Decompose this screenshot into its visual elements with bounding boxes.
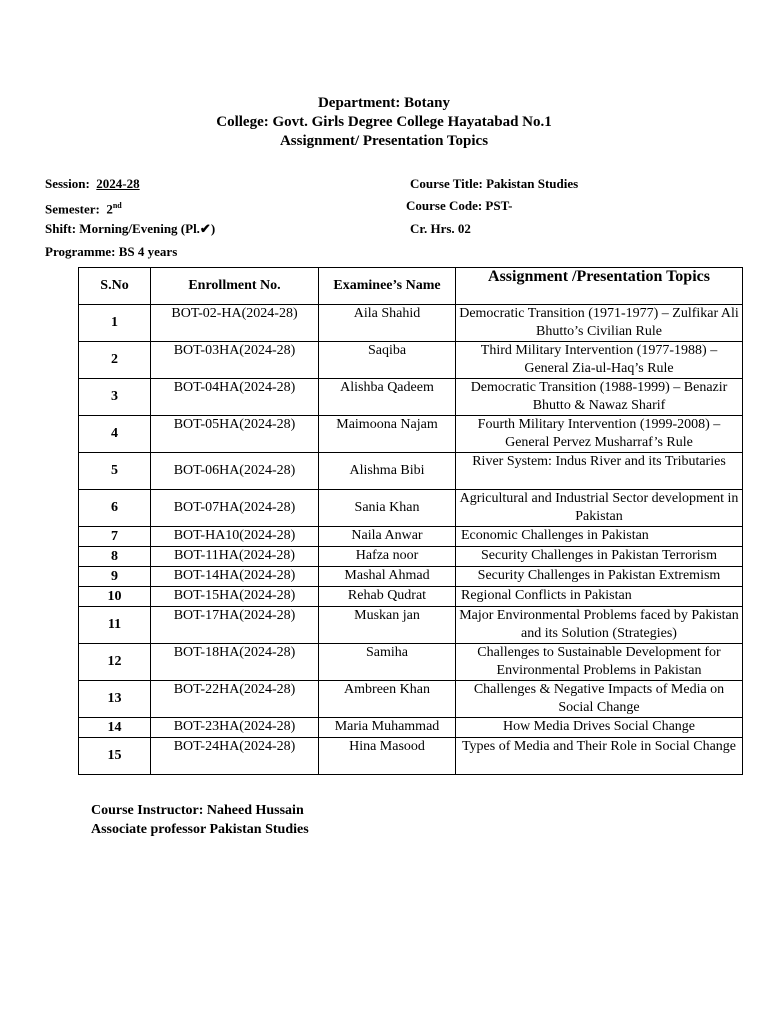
cell-sno: 6 — [79, 490, 151, 527]
cell-topic: Democratic Transition (1988-1999) – Benazir Bhutto & Nawaz Sharif — [456, 379, 743, 416]
cell-name: Hafza noor — [319, 547, 456, 567]
document-header — [0, 94, 768, 151]
cell-enrollment: BOT-15HA(2024-28) — [151, 587, 319, 607]
cell-name: Maria Muhammad — [319, 718, 456, 738]
cell-sno: 3 — [79, 379, 151, 416]
cell-topic: Challenges to Sustainable Development for Environmental Problems in Pakistan — [456, 644, 743, 681]
cell-name: Saqiba — [319, 342, 456, 379]
cell-enrollment: BOT-04HA(2024-28) — [151, 379, 319, 416]
course-title-field: Course Title: Pakistan Studies — [410, 176, 579, 191]
table-row — [79, 527, 743, 547]
cell-name: Muskan jan — [319, 607, 456, 644]
college-title: College: Govt. Girls Degree College Hayatabad No.1 — [216, 114, 552, 130]
semester-value: 2 — [106, 201, 113, 217]
cell-topic: Agricultural and Industrial Sector development in Pakistan — [456, 490, 743, 527]
cell-name: Sania Khan — [319, 490, 456, 527]
table-row — [79, 681, 743, 718]
cell-enrollment: BOT-11HA(2024-28) — [151, 547, 319, 567]
cell-sno: 12 — [79, 644, 151, 681]
course-instructor: Course Instructor: Naheed Hussain — [91, 803, 304, 818]
cell-topic: Security Challenges in Pakistan Terrorism — [456, 547, 743, 567]
cell-enrollment: BOT-23HA(2024-28) — [151, 718, 319, 738]
semester-label: Semester: — [45, 201, 100, 217]
cell-topic: Third Military Intervention (1977-1988) – General Zia-ul-Haq’s Rule — [456, 342, 743, 379]
cell-enrollment: BOT-03HA(2024-28) — [151, 342, 319, 379]
cell-enrollment: BOT-22HA(2024-28) — [151, 681, 319, 718]
cell-topic: Regional Conflicts in Pakistan — [456, 587, 743, 607]
cell-sno: 14 — [79, 718, 151, 738]
cell-name: Mashal Ahmad — [319, 567, 456, 587]
document-subtitle: Assignment/ Presentation Topics — [279, 133, 489, 149]
cell-name: Samiha — [319, 644, 456, 681]
cell-name: Aila Shahid — [319, 305, 456, 342]
cell-sno: 8 — [79, 547, 151, 567]
header-name: Examinee’s Name — [319, 268, 456, 305]
cell-name: Hina Masood — [319, 738, 456, 775]
cell-topic: Security Challenges in Pakistan Extremism — [456, 567, 743, 587]
table-row — [79, 718, 743, 738]
table-row — [79, 567, 743, 587]
session-label: Session: — [45, 176, 90, 191]
cell-name: Maimoona Najam — [319, 416, 456, 453]
table-row — [79, 305, 743, 342]
cell-sno: 5 — [79, 453, 151, 490]
cell-topic: River System: Indus River and its Tributaries — [456, 453, 743, 490]
cell-name: Rehab Qudrat — [319, 587, 456, 607]
cell-enrollment: BOT-17HA(2024-28) — [151, 607, 319, 644]
cell-sno: 11 — [79, 607, 151, 644]
header-sno: S.No — [79, 268, 151, 305]
header-topic: Assignment /Presentation Topics — [456, 268, 743, 305]
table-row — [79, 587, 743, 607]
table-row — [79, 490, 743, 527]
cell-topic: Major Environmental Problems faced by Pakistan and its Solution (Strategies) — [456, 607, 743, 644]
topics-table — [78, 267, 743, 775]
footer-signature — [91, 801, 309, 839]
instructor-designation: Associate professor Pakistan Studies — [91, 822, 309, 837]
session-value: 2024-28 — [96, 176, 140, 191]
cell-enrollment: BOT-14HA(2024-28) — [151, 567, 319, 587]
shift-field: Shift: Morning/Evening (Pl.✔) — [45, 221, 216, 236]
cell-name: Ambreen Khan — [319, 681, 456, 718]
table-row — [79, 416, 743, 453]
table-row — [79, 644, 743, 681]
cell-sno: 4 — [79, 416, 151, 453]
cell-name: Alishma Bibi — [319, 453, 456, 490]
cell-sno: 13 — [79, 681, 151, 718]
semester-suffix: nd — [112, 201, 122, 210]
cell-topic: Fourth Military Intervention (1999-2008) – General Pervez Musharraf’s Rule — [456, 416, 743, 453]
cell-topic: Types of Media and Their Role in Social Change — [456, 738, 743, 775]
table-header-row — [79, 268, 743, 305]
table-row — [79, 342, 743, 379]
credit-hours-field: Cr. Hrs. 02 — [410, 221, 471, 236]
cell-topic: Democratic Transition (1971-1977) – Zulfikar Ali Bhutto’s Civilian Rule — [456, 305, 743, 342]
programme-field: Programme: BS 4 years — [45, 244, 178, 259]
cell-enrollment: BOT-18HA(2024-28) — [151, 644, 319, 681]
semester-field — [45, 198, 122, 217]
cell-sno: 10 — [79, 587, 151, 607]
cell-enrollment: BOT-07HA(2024-28) — [151, 490, 319, 527]
cell-enrollment: BOT-02-HA(2024-28) — [151, 305, 319, 342]
cell-topic: Economic Challenges in Pakistan — [456, 527, 743, 547]
table-row — [79, 738, 743, 775]
session-field — [45, 176, 140, 192]
cell-sno: 7 — [79, 527, 151, 547]
cell-topic: Challenges & Negative Impacts of Media on Social Change — [456, 681, 743, 718]
cell-topic: How Media Drives Social Change — [456, 718, 743, 738]
cell-enrollment: BOT-HA10(2024-28) — [151, 527, 319, 547]
cell-sno: 9 — [79, 567, 151, 587]
course-code-field: Course Code: PST- — [406, 198, 513, 213]
cell-sno: 15 — [79, 738, 151, 775]
cell-sno: 2 — [79, 342, 151, 379]
cell-sno: 1 — [79, 305, 151, 342]
table-row — [79, 453, 743, 490]
table-row — [79, 547, 743, 567]
table-row — [79, 607, 743, 644]
table-row — [79, 379, 743, 416]
department-title: Department: Botany — [317, 95, 451, 111]
cell-enrollment: BOT-05HA(2024-28) — [151, 416, 319, 453]
cell-name: Alishba Qadeem — [319, 379, 456, 416]
cell-name: Naila Anwar — [319, 527, 456, 547]
header-enrollment: Enrollment No. — [151, 268, 319, 305]
cell-enrollment: BOT-06HA(2024-28) — [151, 453, 319, 490]
cell-enrollment: BOT-24HA(2024-28) — [151, 738, 319, 775]
